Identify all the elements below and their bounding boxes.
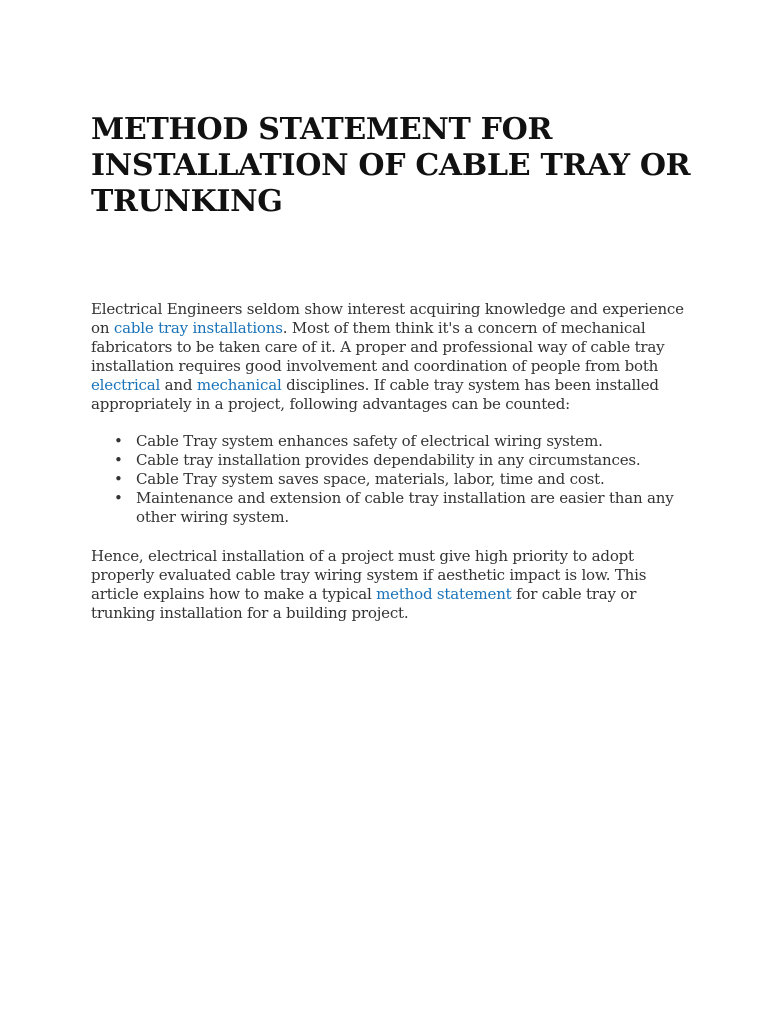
outro-text-2: for cable tray or trunking installation for a building project.: [91, 585, 637, 622]
bullet-icon: •: [114, 470, 123, 488]
list-item: [114, 451, 691, 470]
list-item-text: Maintenance and extension of cable tray installation are easier than any other wiring system.: [136, 489, 674, 526]
intro-text-1: Electrical Engineers seldom show interest acquiring knowledge and experience on: [91, 300, 684, 337]
bullet-icon: •: [114, 489, 123, 507]
bullet-icon: •: [114, 451, 123, 469]
link-cable-tray-installations[interactable]: cable tray installations: [113, 319, 283, 337]
intro-text-2: . Most of them think it's a concern of mechanical fabricators to be taken care of it. A proper and professional way of cable tray installation requires good involvement and coordination of people from both: [91, 319, 665, 375]
intro-text-3: and: [160, 376, 197, 394]
list-item-text: Cable Tray system enhances safety of electrical wiring system.: [136, 432, 603, 450]
outro-paragraph: [91, 547, 691, 623]
link-mechanical[interactable]: mechanical: [196, 376, 282, 394]
link-electrical[interactable]: electrical: [91, 376, 161, 394]
list-item-text: Cable Tray system saves space, materials, labor, time and cost.: [136, 470, 605, 488]
advantages-list: [91, 432, 691, 527]
list-item: [114, 489, 691, 527]
link-method-statement[interactable]: method statement: [376, 585, 512, 603]
list-item: [114, 432, 691, 451]
list-item-text: Cable tray installation provides dependability in any circumstances.: [136, 451, 641, 469]
intro-text-4: disciplines. If cable tray system has been installed appropriately in a project, following advantages can be counted:: [91, 376, 659, 413]
list-item: [114, 470, 691, 489]
bullet-icon: •: [114, 432, 123, 450]
outro-text-1: Hence, electrical installation of a project must give high priority to adopt properly evaluated cable tray wiring system if aesthetic impact is low. This article explains how to make a typical: [91, 547, 647, 603]
intro-paragraph: [91, 300, 691, 414]
page-title: METHOD STATEMENT FOR INSTALLATION OF CABLE TRAY OR TRUNKING: [91, 112, 691, 219]
